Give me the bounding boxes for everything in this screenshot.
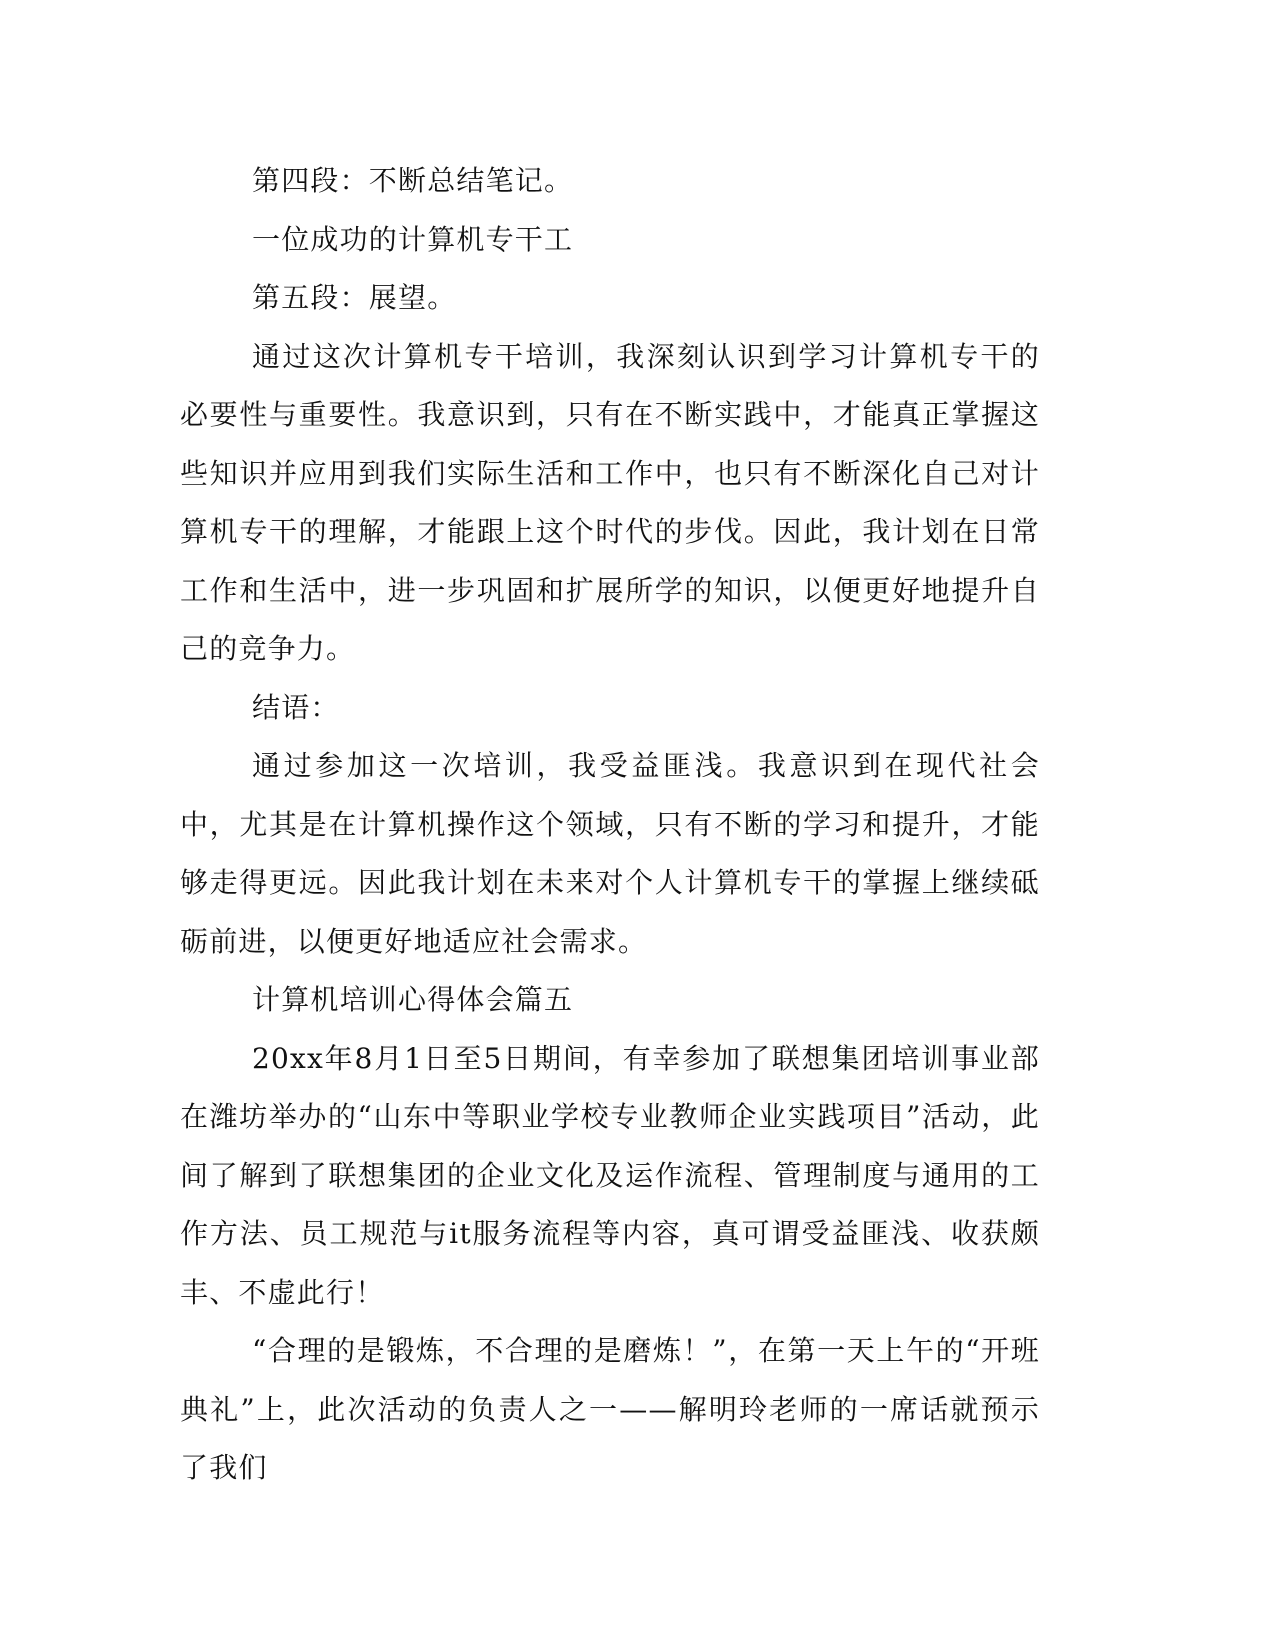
paragraph-outlook: 通过这次计算机专干培训，我深刻认识到学习计算机专干的必要性与重要性。我意识到，只有在不断实践中，才能真正掌握这些知识并应用到我们实际生活和工作中，也只有不断深化自己对计算机专干的理解，才能跟上这个时代的步伐。因此，我计划在日常工作和生活中，进一步巩固和扩展所学的知识，以便更好地提升自己的竞争力。	[180, 339, 1040, 665]
section-line: 一位成功的计算机专干工	[252, 222, 574, 256]
conclusion-heading: 结语：	[252, 690, 340, 724]
paragraph-quote: “合理的是锻炼，不合理的是磨炼！”，在第一天上午的“开班典礼”上，此次活动的负责人之一——解明玲老师的一席话就预示了我们	[180, 1334, 1040, 1484]
article-title-part-five: 计算机培训心得体会篇五	[252, 983, 574, 1016]
paragraph-conclusion: 通过参加这一次培训，我受益匪浅。我意识到在现代社会中，尤其是在计算机操作这个领域，只有不断的学习和提升，才能够走得更远。因此我计划在未来对个人计算机专干的掌握上继续砥砺前进，以便更好地适应社会需求。	[180, 749, 1040, 958]
section-heading-four: 第四段：不断总结笔记。	[252, 164, 574, 197]
document-body	[180, 152, 1040, 1498]
section-heading-five: 第五段：展望。	[252, 281, 457, 314]
paragraph-activity: 20xx年8月1日至5日期间，有幸参加了联想集团培训事业部在潍坊举办的“山东中等职业学校专业教师企业实践项目”活动，此间了解到了联想集团的企业文化及运作流程、管理制度与通用的工作方法、员工规范与it服务流程等内容，真可谓受益匪浅、收获颇丰、不虚此行！	[180, 1041, 1040, 1309]
